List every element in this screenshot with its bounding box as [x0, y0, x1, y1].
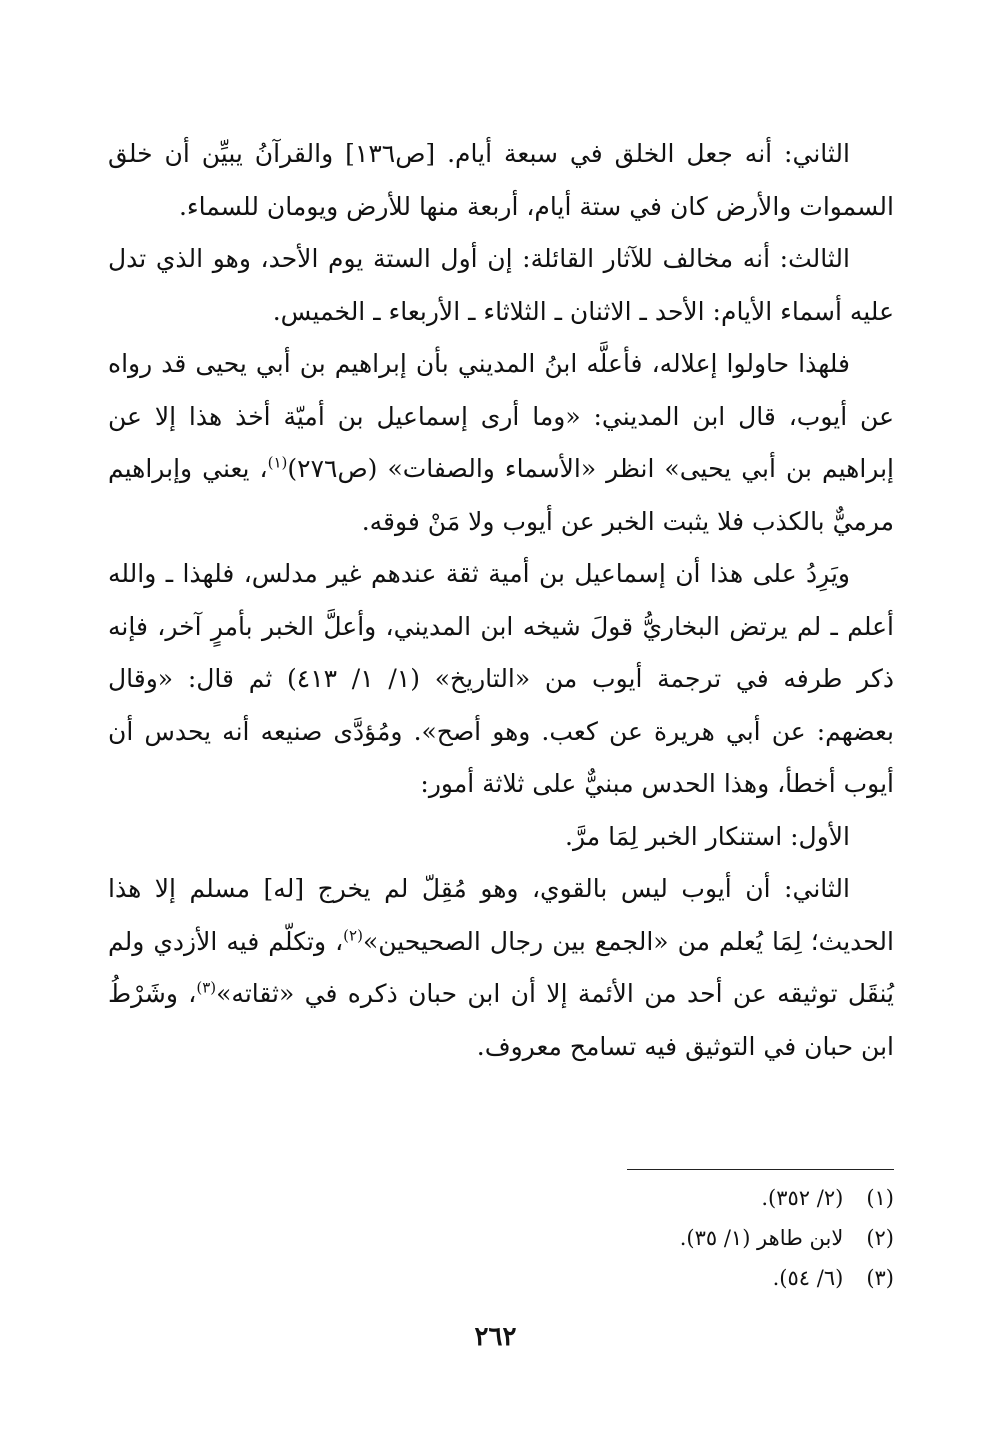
- footnote-separator: [627, 1169, 894, 1170]
- paragraph-third-point: [108, 233, 894, 338]
- paragraph-text: الثاني: أنه جعل الخلق في سبعة أيام. [ص١٣٦] والقرآنُ يبيِّن أن خلق السموات والأرض كان في ستة أيام، أربعة منها للأرض ويومان للسماء.: [108, 139, 894, 221]
- footnote-text: لابن طاهر (١/ ٣٥).: [679, 1226, 844, 1250]
- paragraph-text: ويَرِدُ على هذا أن إسماعيل بن أمية ثقة عندهم غير مدلس، فلهذا ـ والله أعلم ـ لم يرتض البخاريُّ قولَ شيخه ابن المديني، وأعلَّ الخبر بأمرٍ آخر، فإنه ذكر طرفه في ترجمة أيوب من «التاريخ» (١/ ١/ ٤١٣) ثم قال: «وقال بعضهم: عن أبي هريرة عن كعب. وهو أصح». ومُؤدَّى صنيعه أنه يحدس أن أيوب أخطأ، وهذا الحدس مبنيٌّ على ثلاثة أمور:: [108, 559, 894, 798]
- footnote-ref[interactable]: (٢): [343, 926, 363, 945]
- paragraph-text: الثالث: أنه مخالف للآثار القائلة: إن أول الستة يوم الأحد، وهو الذي تدل عليه أسماء الأيام: الأحد ـ الاثنان ـ الثلاثاء ـ الأربعاء ـ الخميس.: [108, 244, 894, 326]
- paragraph-text: الثاني: أن أيوب ليس بالقوي، وهو مُقِلّ لم يخرج [له] مسلم إلا هذا الحديث؛ لِمَا يُعلم من «الجمع بين رجال الصحيحين»: [108, 874, 894, 956]
- paragraph-text: فلهذا حاولوا إعلاله، فأعلَّه ابنُ المديني بأن إبراهيم بن أبي يحيى قد رواه عن أيوب، قال ابن المديني: «وما أرى إسماعيل بن أميّة أخذ هذا إلا عن إبراهيم بن أبي يحيى» انظر «الأسماء والصفات» (ص٢٧٦): [108, 349, 894, 483]
- footnote-item: [494, 1178, 894, 1218]
- footnote-number: (٢): [866, 1226, 894, 1250]
- footnote-text: (٦/ ٥٤).: [772, 1266, 844, 1290]
- footnotes: [494, 1178, 894, 1298]
- footnote-number: (١): [866, 1186, 894, 1210]
- paragraph-text: ، وشَرْطُ ابن حبان في التوثيق فيه تسامح معروف.: [108, 979, 894, 1061]
- main-text: [108, 128, 894, 1073]
- footnote-text: (٢/ ٣٥٢).: [761, 1186, 844, 1210]
- paragraph-first-matter: [108, 811, 894, 864]
- paragraph-ibn-madini: [108, 338, 894, 548]
- paragraph-second-matter: [108, 863, 894, 1073]
- paragraph-second-point: [108, 128, 894, 233]
- footnote-ref[interactable]: (٣): [196, 978, 217, 997]
- paragraph-text: ، وتكلّم فيه الأزدي ولم يُنقَل توثيقه عن أحد من الأئمة إلا أن ابن حبان ذكره في «ثقاته»: [108, 926, 894, 1008]
- footnote-ref[interactable]: (١): [267, 453, 288, 472]
- paragraph-text: الأول: استنكار الخبر لِمَا مرَّ.: [565, 821, 850, 851]
- paragraph-text: ، يعني وإبراهيم مرميٌّ بالكذب فلا يثبت الخبر عن أيوب ولا مَنْ فوقه.: [108, 454, 894, 536]
- footnote-item: [494, 1218, 894, 1258]
- footnote-number: (٣): [866, 1266, 894, 1290]
- page-number: ٢٦٢: [474, 1322, 517, 1352]
- paragraph-bukhari: [108, 548, 894, 811]
- footnote-item: [494, 1258, 894, 1298]
